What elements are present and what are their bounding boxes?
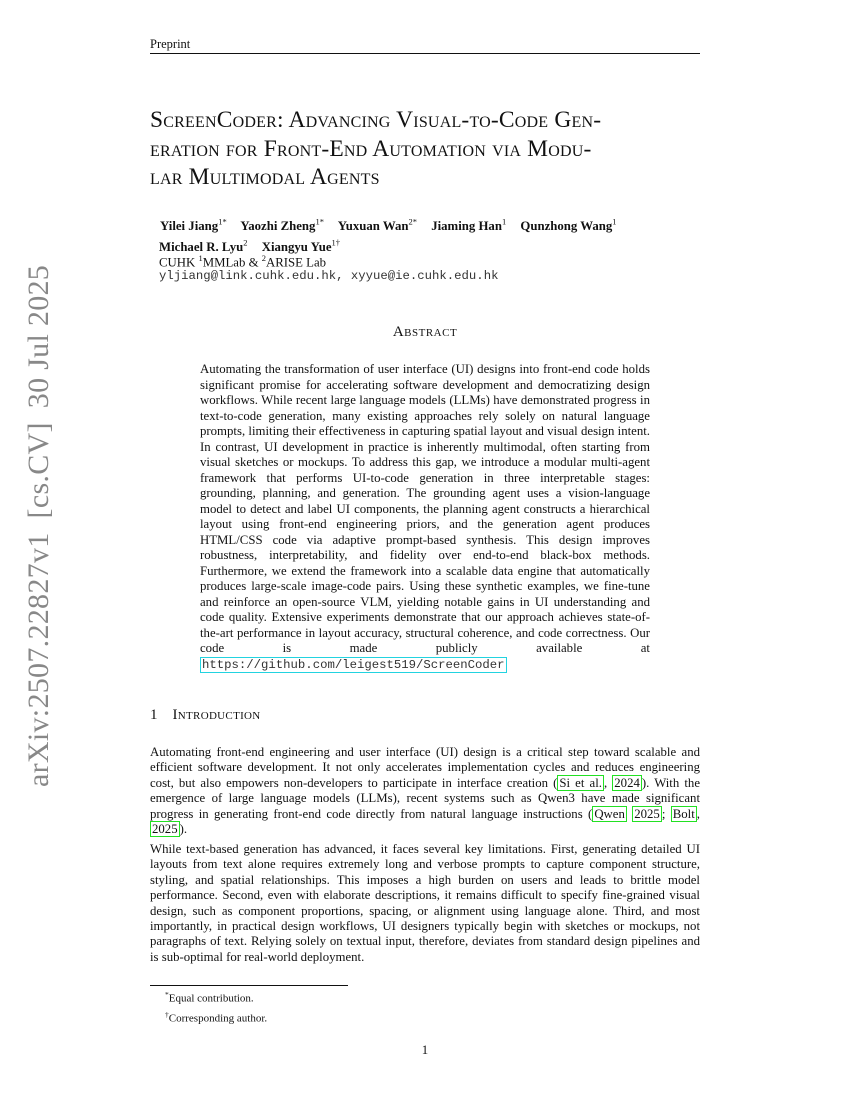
citation-link[interactable]: Si et al. <box>559 775 602 790</box>
title-line-2: eration for Front-End Automation via Modu- <box>150 135 592 162</box>
citation-link[interactable]: 2025 <box>152 822 178 837</box>
citation-link[interactable]: 2024 <box>614 775 640 790</box>
arxiv-category: [cs.CV] <box>22 422 55 519</box>
citation-link[interactable]: Bolt <box>672 806 695 821</box>
section-number: 1 <box>150 707 158 723</box>
author: Yaozhi Zheng$^{1*}$ <box>240 217 324 234</box>
page-number: 1 <box>421 1043 429 1057</box>
author: Jiaming Han$^1$ <box>431 217 507 234</box>
title-line-1: ScreenCoder: Advancing Visual-to-Code Gen- <box>150 107 602 133</box>
arxiv-id: arXiv:2507.22827v1 <box>22 532 55 787</box>
footnotes <box>165 987 267 1026</box>
footnote: *Equal contribution. <box>165 990 254 1005</box>
abstract-text: Automating the transformation of user interface (UI) designs into front-end code holds significant promise for accelerating software development and democratizing design workflows. While recent large language models (LLMs) have demonstrated progress in text-to-code generation, many existing approaches rely solely on natural language prompts, limiting their effectiveness in capturing spatial layout and visual design intent. In contrast, UI development in practice is inherently multimodal, often starting from visual sketches or mockups. To address this gap, we introduce a modular multi-agent framework that performs UI-to-code generation in three interpretable stages: grounding, planning, and generation. The grounding agent uses a vision-language model to detect and label UI components, the planning agent constructs a hierarchical layout using front-end engineering priors, and the generation agent produces HTML/CSS code via adaptive prompt-based synthesis. This design improves robustness, interpretability, and fidelity over end-to-end black-box methods. Furthermore, we extend the framework into a scalable data engine that automatically produces large-scale image-code pairs. Using these synthetic examples, we fine-tune and reinforce an open-source VLM, yielding notable gains in UI understanding and code quality. Extensive experiments demonstrate that our approach achieves state-of-the-art performance in layout accuracy, structural coherence, and code correctness. Our code is made publicly available at <box>200 362 650 655</box>
author: Qunzhong Wang$^1$ <box>520 217 617 234</box>
paper-title <box>150 106 710 192</box>
author: Yilei Jiang$^{1*}$ <box>160 217 227 234</box>
author: Xiangyu Yue$^{1\dagger}$ <box>261 237 341 254</box>
header-rule <box>150 53 700 54</box>
contact-emails[interactable]: yljiang@link.cuhk.edu.hk, xyyue@ie.cuhk.edu.hk <box>159 269 499 283</box>
section-name: Introduction <box>172 707 261 723</box>
affiliation: CUHK $^1$MMLab & $^2$ARISE Lab <box>159 253 327 270</box>
footnote: †Corresponding author. <box>165 1009 268 1025</box>
citation-link[interactable]: Qwen <box>594 806 625 821</box>
code-repo-link[interactable]: https://github.com/leigest519/ScreenCoder <box>202 657 505 672</box>
section-heading-introduction <box>150 707 261 724</box>
citation-link[interactable]: 2025 <box>634 806 660 821</box>
author: Yuxuan Wan$^{2*}$ <box>337 217 417 234</box>
arxiv-stamp <box>22 265 56 787</box>
footnote-rule <box>150 985 348 986</box>
abstract-heading: Abstract <box>392 324 458 340</box>
intro-paragraph-2: While text-based generation has advanced, it faces several key limitations. First, generating detailed UI layouts from text alone requires extremely long and verbose prompts to capture component structure, styling, and spatial relationships. This imposes a high burden on users and leads to brittle model performance. Second, even with elaborate descriptions, it remains difficult to specify fine-grained visual design, such as component proportions, spacing, or alignment using language alone. Third, and most importantly, in practical design workflows, UI designers typically begin with sketches or mockups, not paragraphs of text. Relying solely on textual input, therefore, deviates from standard design pipelines and is sub-optimal for real-world deployment. <box>150 842 700 964</box>
abstract-body <box>200 362 650 673</box>
title-line-3: lar Multimodal Agents <box>150 164 380 190</box>
author-list <box>160 214 700 255</box>
arxiv-date: 30 Jul 2025 <box>22 264 55 409</box>
running-header: Preprint <box>150 37 191 51</box>
intro-paragraph-1: Automating front-end engineering and user interface (UI) design is a critical step toward scalable and efficient software development. It not only accelerates implementation cycles and reduces engineering cost, but also empowers non-developers to participate in interface creation ( Si et al. , 2024 ). With the emergence of large language models (LLMs), recent systems such as Qwen3 have made significant progress in generating front-end code directly from natural language instructions ( Qwen 2025 ; Bolt , 2025 ). <box>150 745 700 837</box>
author: Michael R. Lyu$^2$ <box>159 237 248 254</box>
